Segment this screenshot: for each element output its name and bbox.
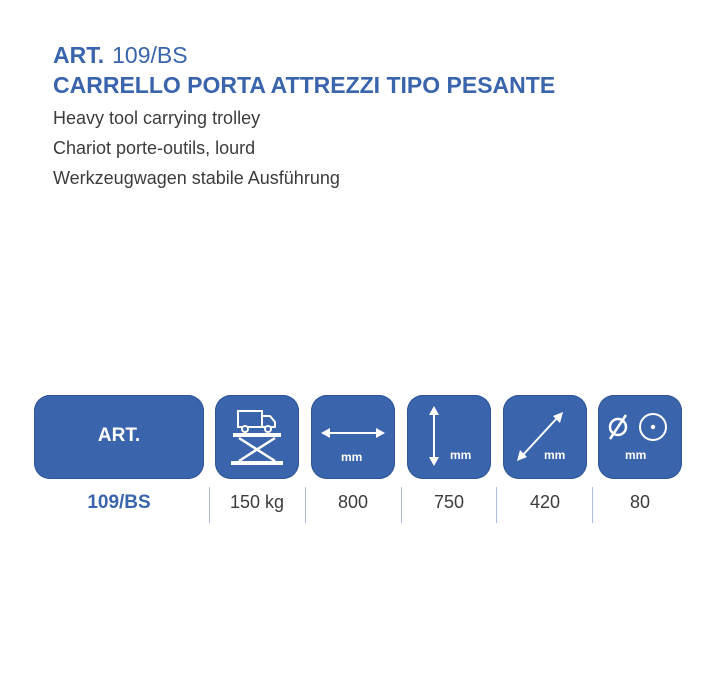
wheel-diameter-icon xyxy=(598,395,682,479)
value-length: 800 xyxy=(337,492,369,512)
article-label: ART. xyxy=(53,42,105,68)
value-art: 109/BS xyxy=(87,492,151,513)
spec-header-depth xyxy=(503,395,587,479)
product-title: CARRELLO PORTA ATTREZZI TIPO PESANTE xyxy=(53,72,556,98)
horizontal-arrow-icon xyxy=(311,395,395,479)
spec-header-art-label: ART. xyxy=(97,425,141,446)
description-en: Heavy tool carrying trolley xyxy=(53,108,261,128)
product-header xyxy=(53,40,555,193)
value-separator xyxy=(496,487,497,523)
vertical-arrow-icon xyxy=(407,395,491,479)
value-separator xyxy=(401,487,402,523)
value-wheel: 80 xyxy=(629,492,651,512)
spec-values-row xyxy=(0,487,706,523)
value-separator xyxy=(209,487,210,523)
spec-header-art xyxy=(34,395,204,479)
unit-height: mm xyxy=(450,448,472,462)
spec-header-load xyxy=(215,395,299,479)
spec-header-height xyxy=(407,395,491,479)
unit-wheel: mm xyxy=(625,448,647,462)
spec-header-length xyxy=(311,395,395,479)
article-code: 109/BS xyxy=(112,42,188,68)
lift-truck-icon xyxy=(215,395,299,479)
value-separator xyxy=(305,487,306,523)
unit-length: mm xyxy=(341,450,363,464)
value-load: 150 kg xyxy=(229,492,285,512)
spec-header-wheel xyxy=(598,395,682,479)
unit-depth: mm xyxy=(544,448,566,462)
description-de: Werkzeugwagen stabile Ausführung xyxy=(53,168,340,188)
description-fr: Chariot porte-outils, lourd xyxy=(53,138,256,158)
value-depth: 420 xyxy=(529,492,561,512)
diagonal-arrow-icon xyxy=(503,395,587,479)
value-separator xyxy=(592,487,593,523)
value-height: 750 xyxy=(433,492,465,512)
article-line xyxy=(53,40,555,70)
